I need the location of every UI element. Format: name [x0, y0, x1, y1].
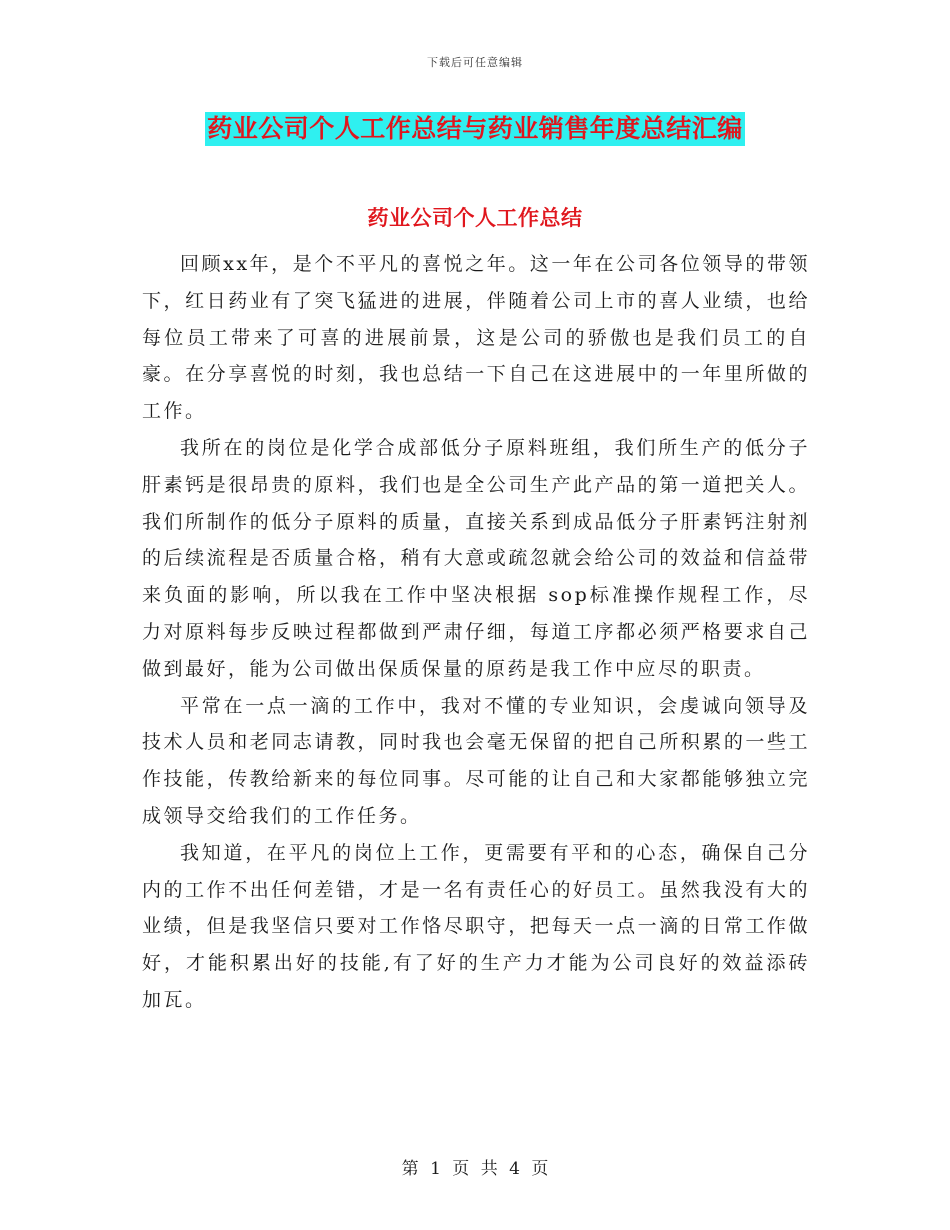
document-title: 药业公司个人工作总结与药业销售年度总结汇编: [205, 112, 745, 146]
document-title-container: [0, 112, 950, 146]
paragraph-2: 我所在的岗位是化学合成部低分子原料班组，我们所生产的低分子肝素钙是很昂贵的原料，我们也是全公司生产此产品的第一道把关人。我们所制作的低分子原料的质量，直接关系到成品低分子肝素钙注射剂的后续流程是否质量合格，稍有大意或疏忽就会给公司的效益和信益带来负面的影响，所以我在工作中坚决根据 sop标准操作规程工作，尽力对原料每步反映过程都做到严肃仔细，每道工序都必须严格要求自己做到最好，能为公司做出保质保量的原药是我工作中应尽的职责。: [142, 436, 810, 680]
paragraph-1: 回顾xx年，是个不平凡的喜悦之年。这一年在公司各位领导的带领下，红日药业有了突飞猛进的进展，伴随着公司上市的喜人业绩，也给每位员工带来了可喜的进展前景，这是公司的骄傲也是我们员工的自豪。在分享喜悦的时刻，我也总结一下自己在这进展中的一年里所做的工作。: [142, 253, 810, 423]
section-title: 药业公司个人工作总结: [367, 205, 583, 230]
paragraph-3: 平常在一点一滴的工作中，我对不懂的专业知识，会虔诚向领导及技术人员和老同志请教，同时我也会毫无保留的把自己所积累的一些工作技能，传教给新来的每位同事。尽可能的让自己和大家都能够独立完成领导交给我们的工作任务。: [142, 694, 810, 827]
document-body: [142, 246, 810, 1019]
header-note: 下载后可任意编辑: [427, 56, 523, 69]
paragraph-4: 我知道，在平凡的岗位上工作，更需要有平和的心态，确保自己分内的工作不出任何差错，才是一名有责任心的好员工。虽然我没有大的业绩，但是我坚信只要对工作恪尽职守，把每天一点一滴的日常工作做好，才能积累出好的技能,有了好的生产力才能为公司良好的效益添砖加瓦。: [142, 841, 810, 1011]
page-number: 第 1 页 共 4 页: [401, 1159, 549, 1179]
